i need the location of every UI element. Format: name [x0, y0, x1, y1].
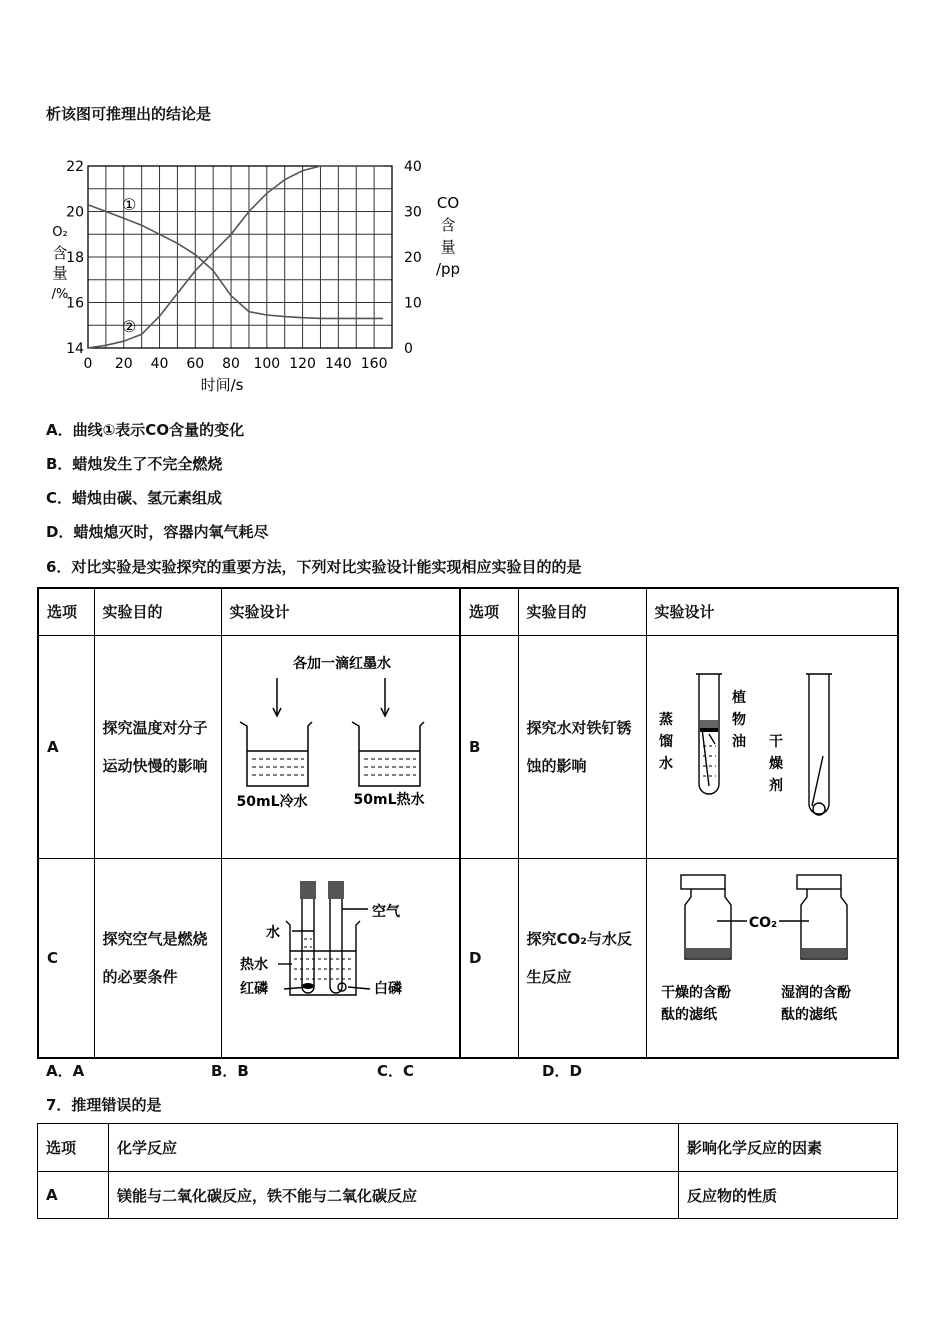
x-tick-label: 160 — [360, 356, 388, 372]
water-label: 水 — [265, 924, 280, 941]
red-phosphorus — [302, 983, 314, 989]
question-intro: 析该图可推理出的结论是 — [46, 105, 212, 123]
option-c: C．蜡烛由碳、氢元素组成 — [46, 489, 223, 507]
y-right-tick-label: 30 — [404, 204, 422, 221]
beaker-diagram — [222, 636, 461, 858]
q7-stem: 7．推理错误的是 — [46, 1096, 162, 1114]
oil-char-3: 油 — [731, 733, 746, 750]
q7-row-reaction: 镁能与二氧化碳反应，铁不能与二氧化碳反应 — [109, 1172, 679, 1219]
red-ink-label: 各加一滴红墨水 — [292, 655, 391, 672]
table-row — [38, 858, 898, 1058]
option-a: A．曲线①表示CO含量的变化 — [46, 421, 245, 439]
x-tick-label: 80 — [222, 356, 240, 372]
row-purpose-b: 探究水对铁钉锈蚀的影响 — [518, 635, 646, 858]
y-left-tick-label: 18 — [66, 250, 84, 266]
x-tick-label: 60 — [186, 356, 205, 372]
oil-char-1: 植 — [731, 689, 746, 706]
table-row — [38, 635, 898, 858]
answer-d: D．D — [542, 1062, 582, 1080]
hot-water-label: 50mL热水 — [353, 791, 424, 808]
q7-header-reaction: 化学反应 — [109, 1124, 679, 1172]
cold-water-label: 50mL冷水 — [236, 793, 307, 810]
header-option: 选项 — [38, 588, 94, 635]
q6-stem: 6．对比实验是实验探究的重要方法，下列对比实验设计能实现相应实验目的的是 — [46, 558, 582, 576]
q7-header-factor: 影响化学反应的因素 — [679, 1124, 898, 1172]
header-design-2: 实验设计 — [646, 588, 898, 635]
y-right-axis-label: 含 — [440, 216, 456, 234]
x-tick-label: 0 — [83, 356, 93, 372]
dry-paper-label-1: 干燥的含酚 — [660, 984, 731, 1001]
stopper-right — [328, 881, 344, 899]
oil-char-2: 物 — [731, 711, 746, 728]
q7-header-row — [38, 1124, 898, 1172]
water-char-2: 馏 — [658, 733, 673, 750]
y-left-tick-label: 14 — [66, 341, 84, 357]
red-phosphorus-label: 红磷 — [239, 980, 268, 997]
q7-table — [37, 1123, 898, 1219]
dry-paper-label-2: 酞的滤纸 — [660, 1006, 717, 1023]
y-right-tick-label: 10 — [404, 295, 422, 312]
option-b: B．蜡烛发生了不完全燃烧 — [46, 455, 223, 473]
row-purpose-c: 探究空气是燃烧的必要条件 — [94, 858, 221, 1058]
hot-water-label-c: 热水 — [239, 956, 268, 973]
y-right-axis-label: CO — [436, 194, 460, 212]
desiccant-char-1: 干 — [768, 733, 783, 750]
oil-band — [700, 720, 718, 728]
answer-a: A．A — [46, 1062, 85, 1080]
option-d: D．蜡烛熄灭时，容器内氧气耗尽 — [46, 523, 269, 541]
stopper-left — [300, 881, 316, 899]
series-label-2: ② — [122, 317, 137, 336]
gas-content-chart — [40, 150, 470, 400]
q6-header-row — [38, 588, 898, 635]
header-purpose: 实验目的 — [94, 588, 221, 635]
y-right-tick-label: 20 — [404, 250, 422, 266]
nail-tube-diagram — [647, 636, 899, 858]
y-left-tick-label: 16 — [66, 295, 84, 312]
y-right-axis-label: /pp — [435, 260, 461, 278]
y-left-axis-label: O₂ — [52, 225, 68, 240]
x-axis-label: 时间/s — [200, 376, 244, 394]
header-design: 实验设计 — [221, 588, 460, 635]
design-b — [646, 635, 898, 858]
row-option-b: B — [460, 635, 518, 858]
oil-layer — [700, 728, 718, 732]
white-phosphorus-label: 白磷 — [373, 980, 402, 997]
dry-paper — [686, 948, 730, 958]
row-option-c: C — [38, 858, 94, 1058]
desiccant-char-2: 燥 — [768, 755, 783, 772]
q7-row-option: A — [38, 1172, 109, 1219]
design-d — [646, 858, 898, 1058]
q6-table — [37, 587, 899, 1059]
row-purpose-a: 探究温度对分子运动快慢的影响 — [94, 635, 221, 858]
water-char-1: 蒸 — [658, 711, 673, 728]
row-purpose-d: 探究CO₂与水反生反应 — [518, 858, 646, 1058]
y-left-tick-label: 22 — [66, 159, 84, 175]
y-left-axis-label: 量 — [52, 264, 68, 282]
header-option-2: 选项 — [460, 588, 518, 635]
x-tick-label: 20 — [114, 356, 133, 372]
row-option-a: A — [38, 635, 94, 858]
co2-label: CO₂ — [748, 914, 777, 931]
x-tick-label: 40 — [150, 356, 169, 372]
row-option-d: D — [460, 858, 518, 1058]
answer-c: C．C — [377, 1062, 415, 1080]
y-right-tick-label: 0 — [404, 341, 413, 357]
table-row — [38, 1172, 898, 1219]
q7-row-factor: 反应物的性质 — [679, 1172, 898, 1219]
co2-bottle-diagram — [647, 859, 899, 1057]
y-right-tick-label: 40 — [404, 159, 422, 175]
phosphorus-diagram — [222, 859, 461, 1057]
x-tick-label: 120 — [289, 356, 316, 372]
y-right-axis-label: 量 — [440, 238, 456, 256]
q7-header-option: 选项 — [38, 1124, 109, 1172]
air-label: 空气 — [371, 903, 400, 920]
y-left-axis-label: 含 — [52, 244, 68, 262]
y-left-tick-label: 20 — [66, 204, 84, 221]
series-label-1: ① — [122, 195, 137, 214]
water-char-3: 水 — [658, 755, 673, 772]
design-c — [221, 858, 460, 1058]
design-a — [221, 635, 460, 858]
wet-paper — [802, 948, 846, 958]
wet-paper-label-2: 酞的滤纸 — [780, 1006, 837, 1023]
desiccant-char-3: 剂 — [768, 777, 783, 794]
x-tick-label: 140 — [324, 356, 352, 372]
y-left-axis-label: /% — [51, 287, 69, 302]
answer-b: B．B — [211, 1062, 249, 1080]
header-purpose-2: 实验目的 — [518, 588, 646, 635]
x-tick-label: 100 — [253, 356, 281, 372]
wet-paper-label-1: 湿润的含酚 — [780, 984, 851, 1001]
